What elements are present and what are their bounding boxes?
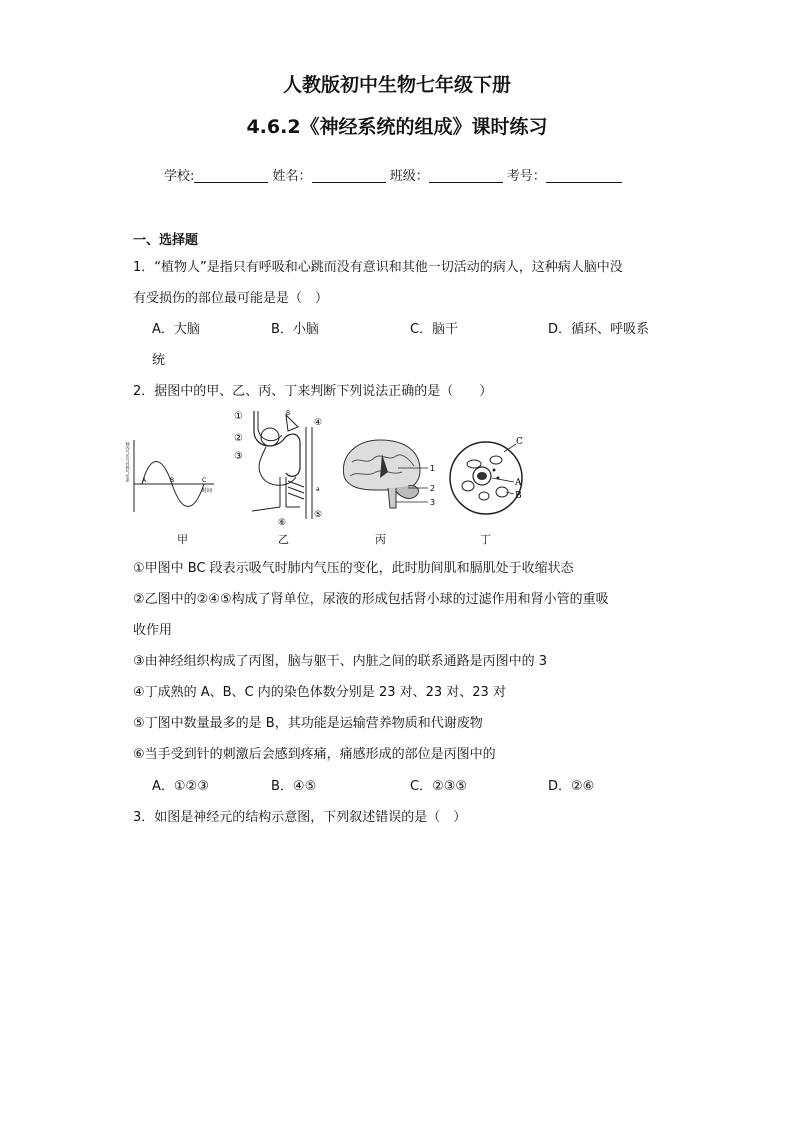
q1-line2: 有受损伤的部位最可能是是（ ）: [133, 291, 329, 306]
q2-statement-2b: 收作用: [133, 623, 173, 638]
figure-yi-nephron: [230, 407, 334, 527]
ding-label-a: A: [515, 478, 522, 488]
q2-statement-3: ③由神经组织构成了丙图，脑与躯干、内脏之间的联系通路是丙图中的 3: [133, 654, 548, 669]
caption-ding: 丁: [480, 533, 491, 546]
q1-option-b[interactable]: B．小脑: [271, 322, 319, 337]
bing-label-1: 1: [430, 464, 436, 473]
yi-label-a: a: [316, 486, 320, 493]
yi-label-5: ⑤: [314, 510, 323, 520]
q2-option-a[interactable]: A．①②③: [152, 779, 209, 794]
class-label: 班级：: [389, 169, 429, 184]
section-heading: 一、选择题: [133, 233, 199, 248]
jia-y-label: 肺内气压与外界气压差: [125, 442, 131, 482]
yi-label-b: B: [286, 410, 291, 417]
q1-line1: 1．“植物人”是指只有呼吸和心跳而没有意识和其他一切活动的病人，这种病人脑中没: [133, 260, 623, 275]
bing-label-2: 2: [430, 484, 436, 493]
number-field[interactable]: [546, 168, 622, 183]
q2-option-b[interactable]: B．④⑤: [271, 779, 317, 794]
q1-option-d-wrap: 统: [152, 353, 166, 368]
q2-option-d[interactable]: D．②⑥: [548, 779, 595, 794]
ding-label-c: C: [516, 437, 523, 447]
yi-label-4: ④: [314, 418, 323, 428]
q2-statement-2a: ②乙图中的②④⑤构成了肾单位，尿液的形成包括肾小球的过滤作用和肾小管的重吸: [133, 592, 609, 607]
figure-jia-graph: [125, 436, 220, 514]
jia-point-b: B: [170, 477, 175, 484]
yi-label-6: ⑥: [278, 518, 287, 528]
yi-label-1: ①: [234, 411, 243, 422]
caption-jia: 甲: [177, 533, 188, 546]
q1-option-a[interactable]: A．大脑: [152, 322, 200, 337]
yi-label-3: ③: [234, 451, 243, 462]
figure-ding-blood: [446, 430, 530, 520]
school-field[interactable]: [194, 168, 268, 183]
caption-bing: 丙: [375, 533, 386, 546]
jia-point-c: C: [202, 477, 207, 484]
ding-label-b: B: [515, 491, 522, 501]
q2-statement-4: ④丁成熟的 A、B、C 内的染色体数分别是 23 对、23 对、23 对: [133, 685, 506, 700]
q2-stem: 2．据图中的甲、乙、丙、丁来判断下列说法正确的是（ ）: [133, 384, 493, 399]
q1-option-c[interactable]: C．脑干: [410, 322, 459, 337]
q2-statement-5: ⑤丁图中数量最多的是 B，其功能是运输营养物质和代谢废物: [133, 716, 483, 731]
number-label: 考号：: [506, 169, 546, 184]
jia-x-label: 时间: [202, 488, 213, 494]
student-info-line: [164, 165, 622, 184]
q2-option-c[interactable]: C．②③⑤: [410, 779, 468, 794]
class-field[interactable]: [429, 168, 503, 183]
q2-statement-6: ⑥当手受到针的刺激后会感到疼痛，痛感形成的部位是丙图中的: [133, 747, 496, 762]
q2-statement-1: ①甲图中 BC 段表示吸气时肺内气压的变化，此时肋间肌和膈肌处于收缩状态: [133, 561, 574, 576]
q1-option-d[interactable]: D．循环、呼吸系: [548, 322, 650, 337]
name-field[interactable]: [312, 168, 386, 183]
jia-point-a: A: [142, 477, 147, 484]
page-title: 人教版初中生物七年级下册: [282, 74, 511, 96]
name-label: 姓名：: [272, 169, 312, 184]
q3-stem: 3．如图是神经元的结构示意图，下列叙述错误的是（ ）: [133, 810, 467, 825]
figure-bing-brain: [336, 432, 440, 512]
school-label: 学校:: [164, 169, 195, 184]
caption-yi: 乙: [278, 533, 289, 546]
bing-label-3: 3: [430, 498, 436, 507]
page-subtitle: 4.6.2《神经系统的组成》课时练习: [246, 116, 548, 138]
yi-label-2: ②: [234, 433, 243, 444]
